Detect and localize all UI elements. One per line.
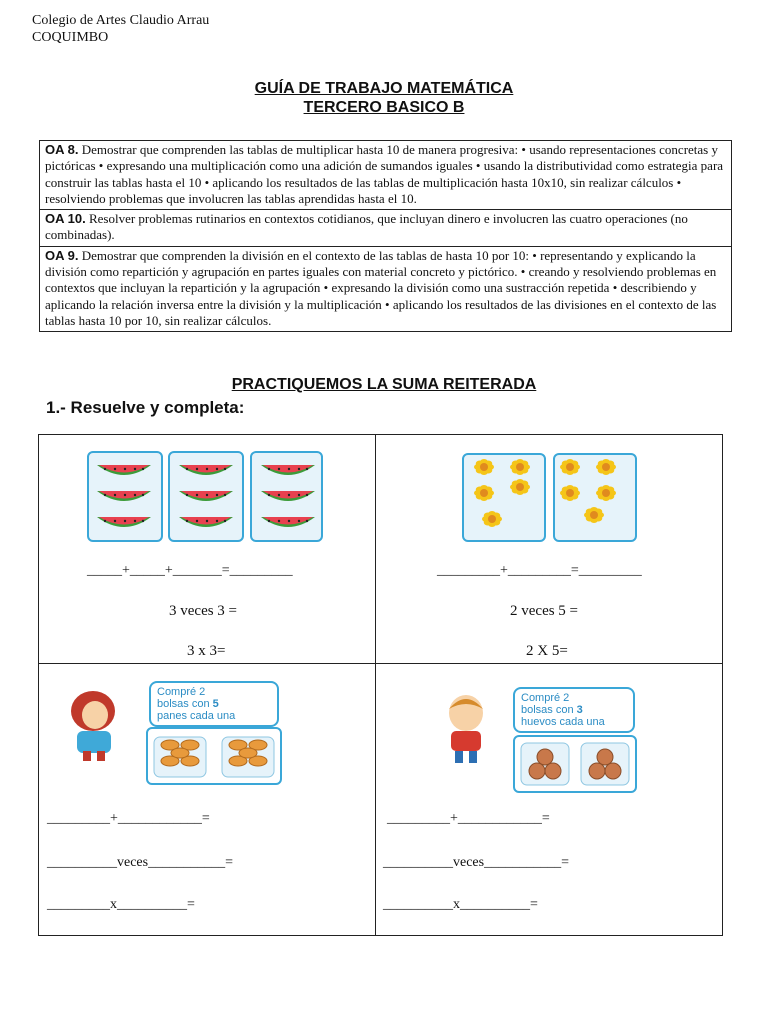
page-title: GUÍA DE TRABAJO MATEMÁTICA	[254, 80, 514, 97]
objective-text: Demostrar que comprenden las tablas de multiplicar hasta 10 de manera progresiva: • usando representaciones concretas y pictóricas • expresando una multiplicación como una adición de sumandos iguales • usando la distributividad como estrategia para construir las tablas hasta el 10 • aplicando los resultados de las tablas de multiplicación hasta 10x10, sin realizar cálculos • resolviendo problemas que involucren las tablas aprendidas hasta el 10.	[45, 142, 724, 206]
objective-cell	[40, 141, 732, 210]
grid-divider-vertical	[375, 435, 376, 935]
objective-code: OA 8.	[45, 142, 79, 157]
multiplication-blanks[interactable]: _________x__________=	[47, 897, 195, 912]
objective-cell	[40, 210, 732, 247]
objective-row	[40, 210, 732, 247]
bubble-number: 3	[576, 704, 583, 716]
sum-blanks[interactable]: _________+_________=_________	[437, 563, 642, 578]
flower-icon	[560, 485, 580, 501]
speech-bubble	[513, 687, 635, 733]
page-subtitle: TERCERO BASICO B	[303, 99, 465, 116]
flower-icon	[584, 507, 604, 523]
sum-blanks[interactable]: _________+____________=	[387, 811, 550, 826]
school-city: COQUIMBO	[32, 30, 109, 45]
times-statement[interactable]: 2 veces 5 =	[510, 603, 579, 619]
watermelon-slices	[97, 465, 315, 527]
sum-blanks[interactable]: _____+_____+_______=_________	[87, 563, 293, 578]
egg-icon	[605, 763, 621, 779]
bubble-line: Compré 2	[521, 692, 570, 704]
section-title: PRACTIQUEMOS LA SUMA REITERADA	[231, 376, 537, 393]
school-name: Colegio de Artes Claudio Arrau	[32, 13, 210, 28]
objective-cell	[40, 246, 732, 331]
egg-icon	[545, 763, 561, 779]
bubble-line: panes cada una	[157, 710, 236, 722]
flower-groups-illustration	[462, 453, 638, 543]
boy-character-icon	[443, 691, 489, 767]
flower-icon	[510, 459, 530, 475]
multiplication-blanks[interactable]: __________x__________=	[383, 897, 538, 912]
objective-code: OA 9.	[45, 247, 79, 263]
flower-icon	[596, 485, 616, 501]
multiplication-statement[interactable]: 2 X 5=	[526, 643, 568, 659]
times-blanks[interactable]: __________veces___________=	[47, 855, 233, 870]
bubble-number: 5	[212, 698, 219, 710]
bubble-line: Compré 2	[157, 686, 206, 698]
sum-blanks[interactable]: _________+____________=	[47, 811, 210, 826]
bubble-text: bolsas con	[521, 704, 577, 716]
watermelon-groups-illustration	[87, 451, 323, 543]
bubble-text: bolsas con	[157, 698, 213, 710]
egg-bags-illustration	[513, 735, 637, 793]
instruction: 1.- Resuelve y completa:	[46, 398, 245, 417]
bread-icon	[171, 748, 189, 758]
flower-icon	[474, 485, 494, 501]
objective-text: Resolver problemas rutinarios en contextos cotidianos, que incluyan dinero e involucren las cuatro operaciones (no combinadas).	[45, 211, 688, 243]
objective-code: OA 10.	[45, 211, 86, 227]
objective-text: Demostrar que comprenden la división en el contexto de las tablas de hasta 10 por 10: • representando y explicando la división como repartición y agrupación en partes iguales con material concreto y pictórico. • creando y resolviendo problemas en contextos que incluyan la repartición y la agrupación • expresando la división como una sustracción repetida • describiendo y aplicando la relación inversa entre la división y la multiplicación • aplicando los resultados de las divisiones en el contexto de las tablas hasta 10 por 10, sin realizar cálculos.	[45, 247, 717, 328]
egg-icon	[537, 749, 553, 765]
multiplication-statement[interactable]: 3 x 3=	[187, 643, 226, 659]
objectives-table	[39, 140, 732, 332]
bread-icon	[239, 748, 257, 758]
flower-icon	[596, 459, 616, 475]
egg-icon	[597, 749, 613, 765]
school-header	[32, 12, 209, 46]
bubble-line	[157, 698, 271, 710]
egg-icon	[529, 763, 545, 779]
flower-icon	[510, 479, 530, 495]
flower-icon	[482, 511, 502, 527]
times-statement[interactable]: 3 veces 3 =	[169, 603, 238, 619]
speech-bubble	[149, 681, 279, 727]
flower-icon	[560, 459, 580, 475]
bread-bags-illustration	[146, 727, 282, 785]
grid-divider-horizontal	[39, 663, 722, 664]
bubble-line	[521, 704, 627, 716]
exercise-grid	[38, 434, 723, 936]
times-blanks[interactable]: __________veces___________=	[383, 855, 569, 870]
egg-icon	[589, 763, 605, 779]
flower-icon	[474, 459, 494, 475]
objective-row	[40, 141, 732, 210]
bubble-line: huevos cada una	[521, 716, 605, 728]
girl-character-icon	[63, 687, 125, 763]
objective-row	[40, 246, 732, 331]
